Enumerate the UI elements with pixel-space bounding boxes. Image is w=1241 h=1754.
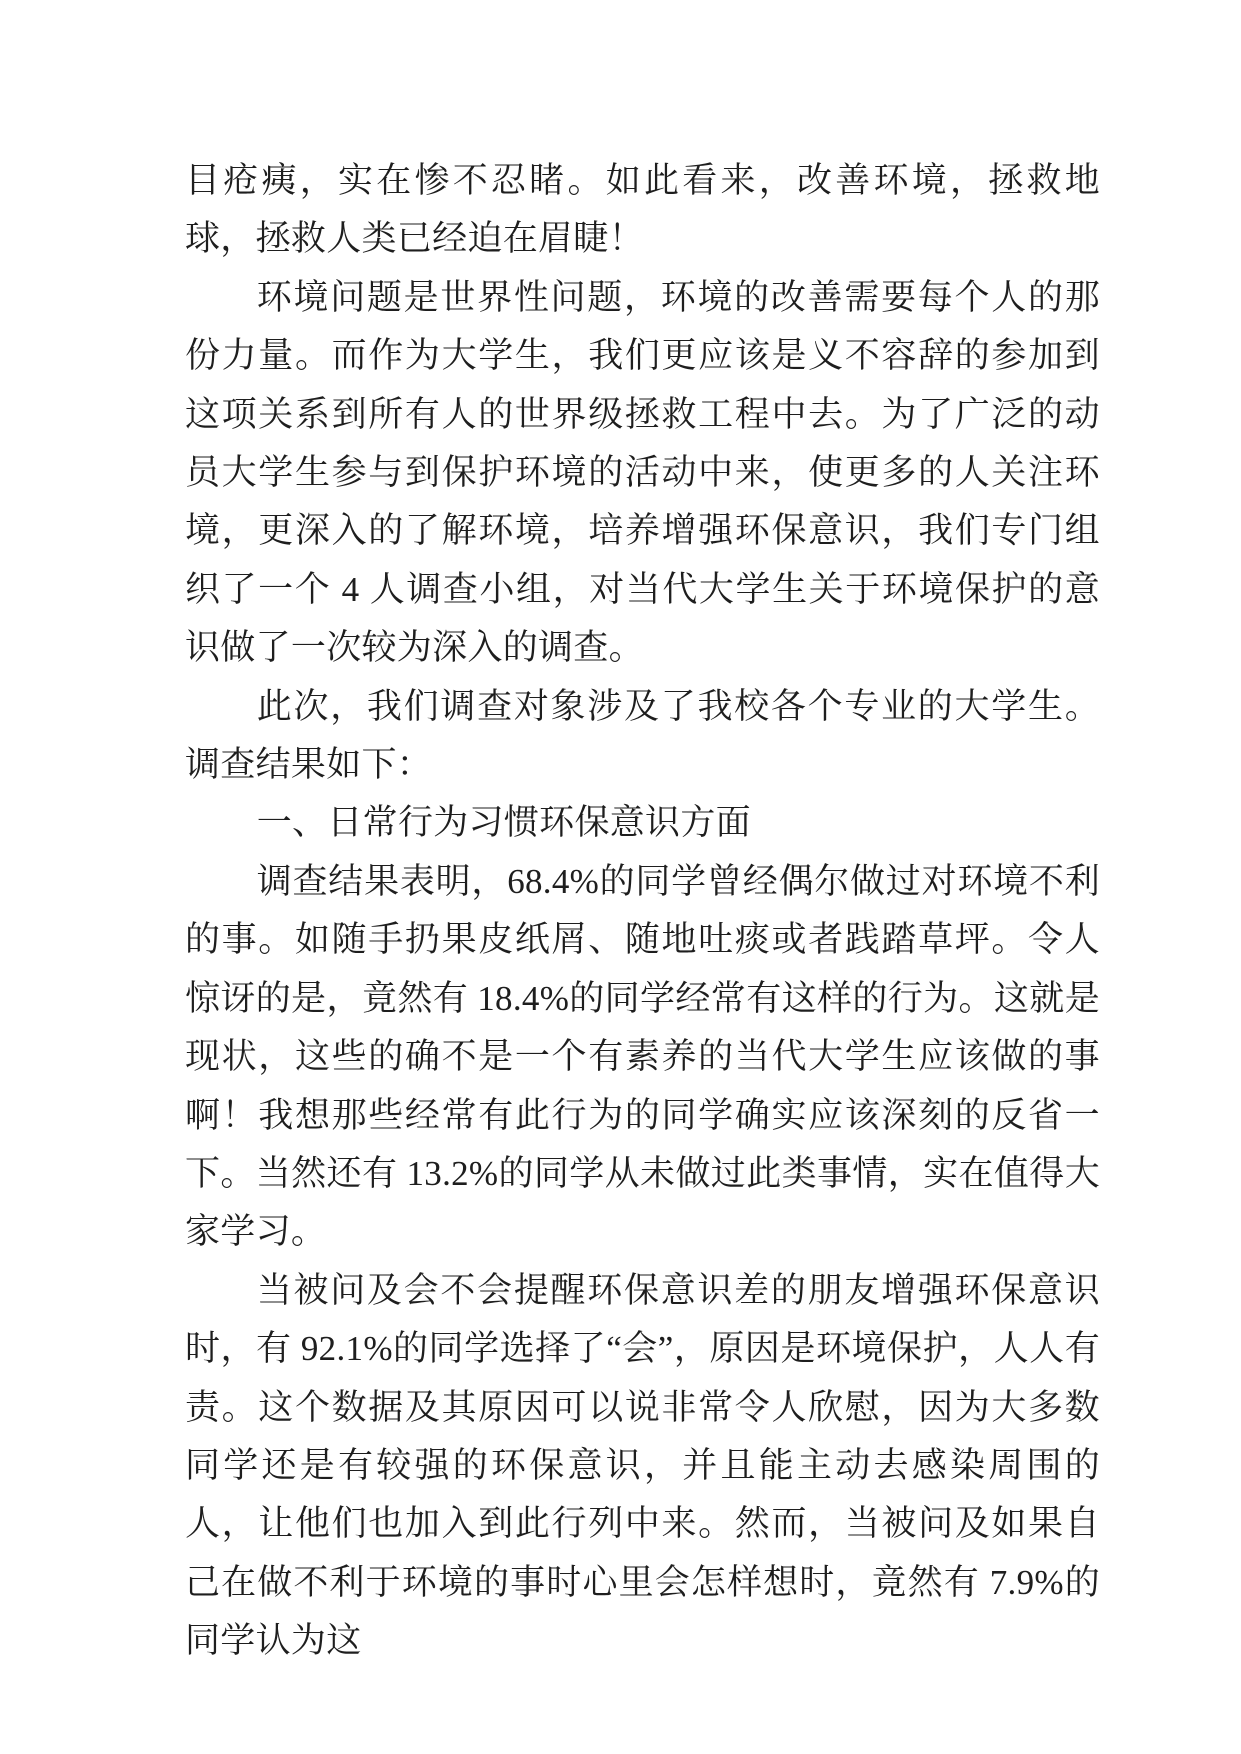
paragraph-intro: 环境问题是世界性问题，环境的改善需要每个人的那份力量。而作为大学生，我们更应该是义不容辞的参加到这项关系到所有人的世界级拯救工程中去。为了广泛的动员大学生参与到保护环境的活动中来，使更多的人关注环境，更深入的了解环境，培养增强环保意识，我们专门组织了一个 4 人调查小组，对当代大学生关于环境保护的意识做了一次较为深入的调查。 [185,277,1100,668]
paragraph-reminding-friends-results: 当被问及会不会提醒环保意识差的朋友增强环保意识时，有 92.1%的同学选择了“会”，原因是环境保护，人人有责。这个数据及其原因可以说非常令人欣慰，因为大多数同学还是有较强的环保意识，并且能主动去感染周围的人，让他们也加入到此行列中来。然而，当被问及如果自己在做不利于环境的事时心里会怎样想时，竟然有 7.9%的同学认为这 [185,1270,1100,1661]
paragraph-continuation: 目疮痍，实在惨不忍睹。如此看来，改善环境，拯救地球，拯救人类已经迫在眉睫！ [185,161,1100,259]
document-body [185,152,1100,1671]
section-heading: 一、日常行为习惯环保意识方面 [256,803,751,843]
paragraph-daily-habits-results: 调查结果表明，68.4%的同学曾经偶尔做过对环境不利的事。如随手扔果皮纸屑、随地吐痰或者践踏草坪。令人惊讶的是，竟然有 18.4%的同学经常有这样的行为。这就是现状，这些的确不是一个有素养的当代大学生应该做的事啊！我想那些经常有此行为的同学确实应该深刻的反省一下。当然还有 13.2%的同学从未做过此类事情，实在值得大家学习。 [185,861,1100,1252]
paragraph-survey-scope: 此次，我们调查对象涉及了我校各个专业的大学生。调查结果如下： [185,686,1100,785]
